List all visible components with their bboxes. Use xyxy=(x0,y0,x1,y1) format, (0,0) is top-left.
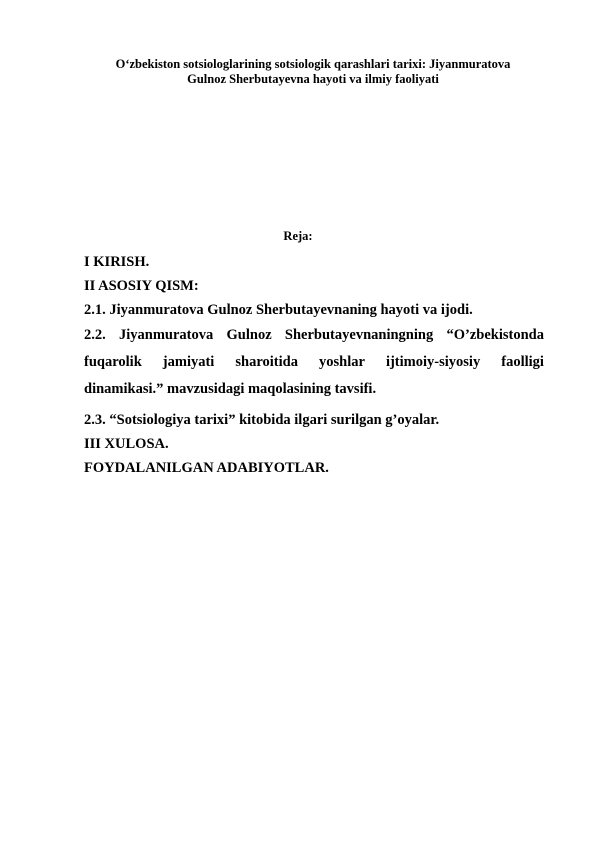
toc-item-2-3: 2.3. “Sotsiologiya tarixi” kitobida ilgari surilgan g’oyalar. xyxy=(84,412,440,428)
toc-references: FOYDALANILGAN ADABIYOTLAR. xyxy=(84,460,329,476)
toc-item-2-2-line-3: dinamikasi.” mavzusidagi maqolasining tavsifi. xyxy=(84,381,377,397)
table-of-contents xyxy=(84,250,544,480)
toc-main-part: II ASOSIY QISM: xyxy=(84,278,199,294)
toc-word: “O’zbekistonda xyxy=(446,327,544,343)
toc-item-2-2-line-2 xyxy=(84,349,544,376)
toc-word: faolligi xyxy=(501,354,544,370)
toc-word: ijtimoiy-siyosiy xyxy=(385,354,481,370)
title-line-1: O‘zbekiston sotsiologlarining sotsiologik qarashlari tarixi: Jiyanmuratova xyxy=(115,57,511,71)
document-title xyxy=(70,57,556,87)
toc-word: Jiyanmuratova xyxy=(119,327,214,343)
toc-word: fuqarolik xyxy=(84,354,142,370)
title-line-2: Gulnoz Sherbutayevna hayoti va ilmiy faoliyati xyxy=(187,72,439,86)
toc-conclusion: III XULOSA. xyxy=(84,436,169,452)
toc-word: Sherbutayevnaningning xyxy=(284,327,434,343)
toc-word: jamiyati xyxy=(162,354,215,370)
toc-item-2-1: 2.1. Jiyanmuratova Gulnoz Sherbutayevnaning hayoti va ijodi. xyxy=(84,302,473,318)
toc-intro: I KIRISH. xyxy=(84,254,150,270)
plan-heading: Reja: xyxy=(283,229,313,243)
toc-word: Gulnoz xyxy=(226,327,272,343)
toc-word: 2.2. xyxy=(84,327,106,343)
toc-word: sharoitida xyxy=(235,354,298,370)
toc-item-2-2-line-1 xyxy=(84,322,544,349)
toc-word: yoshlar xyxy=(319,354,365,370)
